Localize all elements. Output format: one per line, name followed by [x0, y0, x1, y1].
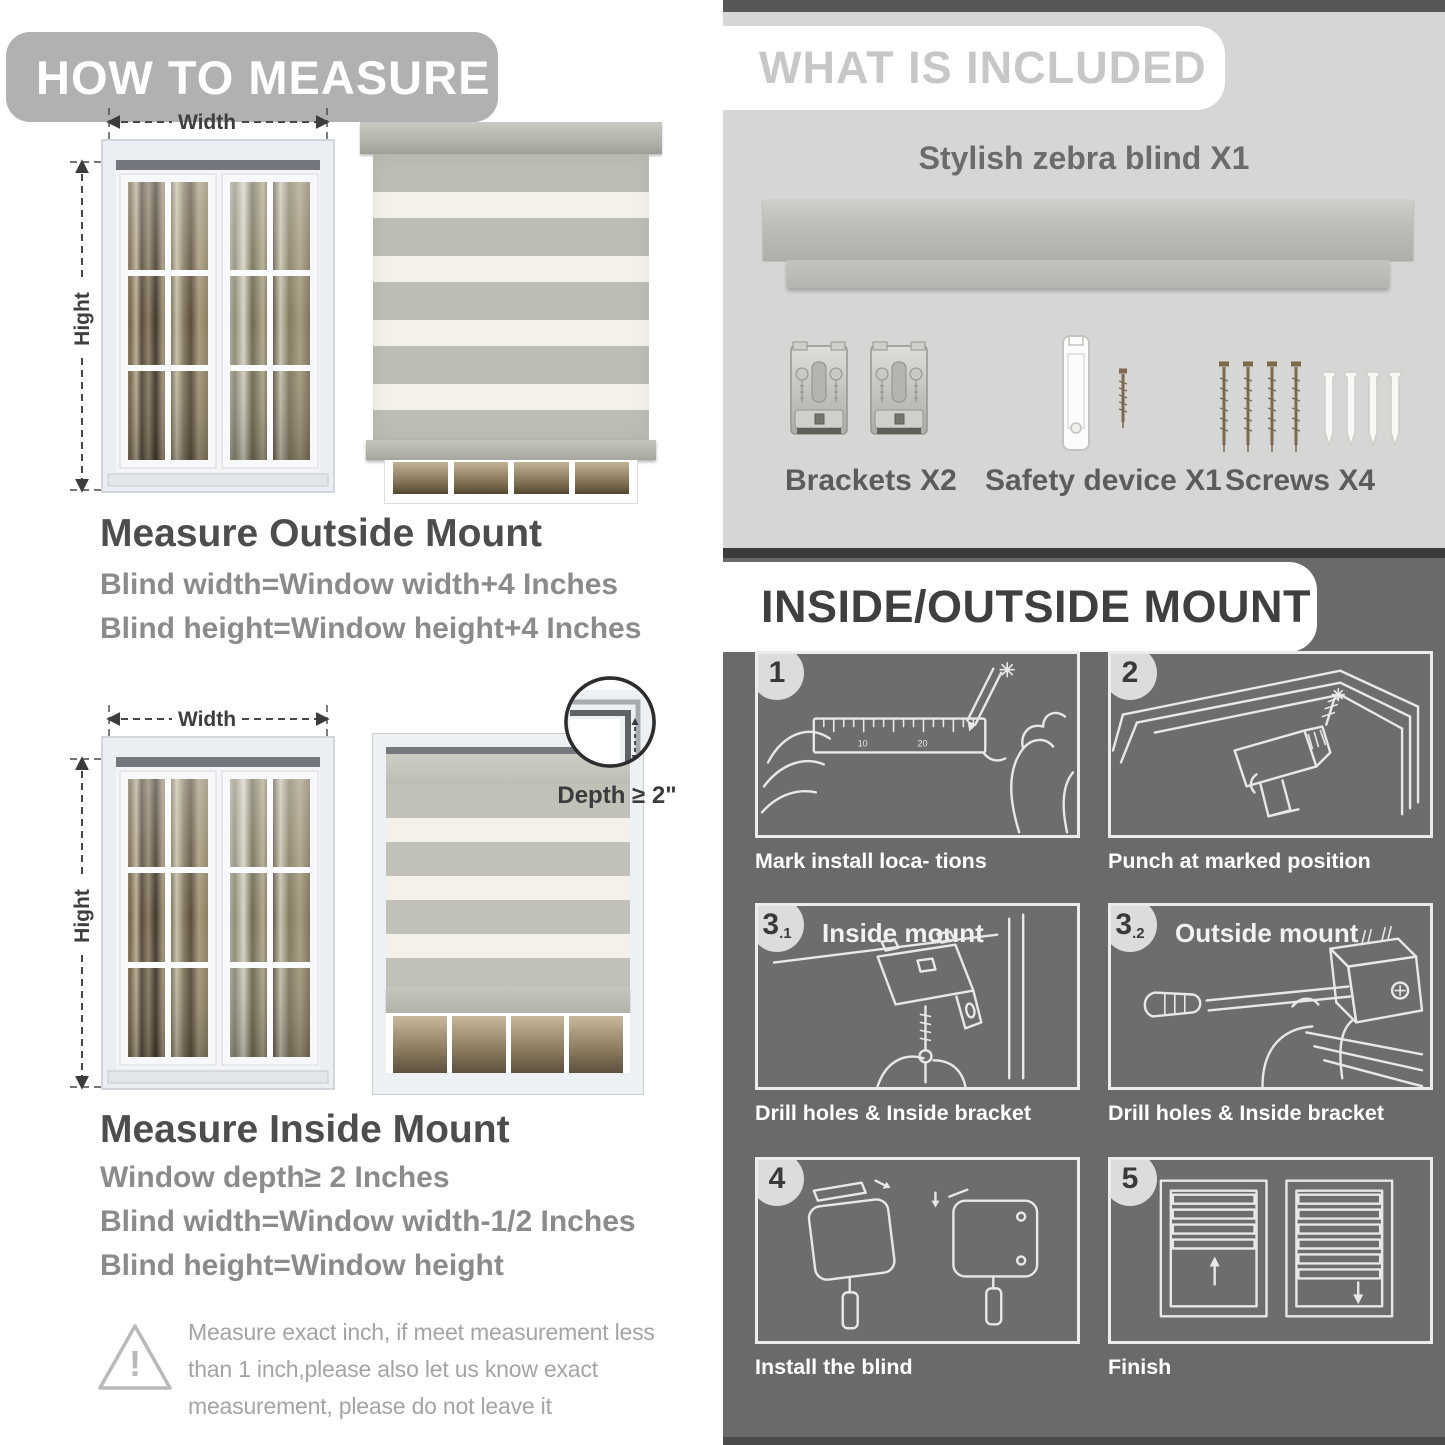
- step-1-caption: Mark install loca- tions: [755, 849, 987, 873]
- product-title: Stylish zebra blind X1: [918, 140, 1250, 176]
- window-under-blind: [384, 460, 638, 504]
- measurement-warning-text: Measure exact inch, if meet measurement less than 1 inch,please also let us know exact measurement, please do not leave it: [188, 1319, 655, 1419]
- finish-illustration: [1111, 1160, 1430, 1341]
- step-3-1-badge: 3 .1: [755, 903, 804, 952]
- outside-formula-height: Blind height=Window height+4 Inches: [100, 612, 642, 645]
- outside-formula-width: Blind width=Window width+4 Inches: [100, 568, 619, 601]
- step-5-badge: 5: [1108, 1157, 1157, 1206]
- step-5-panel: [1108, 1157, 1433, 1344]
- step-3-2-badge: 3 .2: [1108, 903, 1157, 952]
- screw-icon: [1115, 368, 1131, 430]
- what-is-included-banner: [723, 26, 1225, 110]
- step-4-caption: Install the blind: [755, 1355, 913, 1379]
- bottom-divider-bar: [723, 1437, 1445, 1445]
- safety-device-icon: [1059, 332, 1093, 454]
- height-label: Hight: [71, 292, 94, 346]
- width-label: Width: [177, 708, 237, 731]
- how-to-measure-title: HOW TO MEASURE: [36, 50, 491, 104]
- window-diagram-inside: [62, 697, 352, 1102]
- step-5: [1108, 1157, 1433, 1380]
- step-2-badge: 2: [1108, 651, 1157, 700]
- step-3-1-caption: Drill holes & Inside bracket: [755, 1101, 1032, 1125]
- warning-glyph: !: [129, 1343, 141, 1384]
- screws-label: Screws X4: [1225, 464, 1376, 497]
- svg-text:10: 10: [857, 738, 868, 749]
- right-panel: [723, 0, 1445, 1445]
- mark-locations-illustration: [758, 654, 1077, 835]
- install-blind-illustration: [758, 1160, 1077, 1341]
- blind-fabric-stripes: [386, 784, 630, 987]
- step-3-2-panel: [1108, 903, 1433, 1090]
- step-1: [755, 651, 1080, 874]
- drill-illustration: [1111, 654, 1430, 835]
- zebra-blind-outside-mount: [360, 122, 662, 504]
- section-divider-bar: [723, 548, 1445, 558]
- step-5-caption: Finish: [1108, 1355, 1172, 1379]
- step-2: [1108, 651, 1433, 874]
- blind-product-headrail: [763, 200, 1413, 260]
- step-1-panel: [755, 651, 1080, 838]
- outside-bracket-illustration: [1111, 906, 1430, 1087]
- inside-mount-heading: Measure Inside Mount: [100, 1108, 510, 1151]
- blind-headrail: [360, 122, 662, 154]
- inside-formula-width: Blind width=Window width-1/2 Inches: [100, 1205, 636, 1238]
- step-3-1-title: Inside mount: [822, 918, 984, 948]
- window-under-blind: [386, 1013, 630, 1073]
- width-label: Width: [177, 111, 237, 134]
- top-divider-bar: [723, 0, 1445, 12]
- inside-outside-mount-section: [723, 548, 1445, 1445]
- blind-fabric-stripes: [373, 154, 649, 440]
- step-4-panel: [755, 1157, 1080, 1344]
- step-3-2-title: Outside mount: [1175, 918, 1359, 948]
- step-4-badge: 4: [755, 1157, 804, 1206]
- warning-icon: [95, 1320, 175, 1396]
- step-1-badge: 1: [755, 651, 804, 700]
- step-4: [755, 1157, 1080, 1380]
- step-3-1: [755, 903, 1080, 1126]
- safety-device-label: Safety device X1: [985, 464, 1222, 497]
- step-3-2: [1108, 903, 1433, 1126]
- step-2-panel: [1108, 651, 1433, 838]
- inside-formula-height: Blind height=Window height: [100, 1249, 504, 1282]
- depth-magnifier-icon: [560, 672, 660, 772]
- bracket-icon: [865, 340, 933, 448]
- what-is-included-title: WHAT IS INCLUDED: [759, 42, 1207, 93]
- blind-bottom-rail: [386, 987, 630, 1013]
- inside-bracket-illustration: [758, 906, 1077, 1087]
- step-3-2-caption: Drill holes & Inside bracket: [1108, 1101, 1385, 1125]
- wall-anchors-icon: [1319, 368, 1403, 450]
- what-is-included-section: [723, 12, 1445, 548]
- blind-bottom-rail: [366, 440, 656, 460]
- window-diagram-outside: [62, 100, 352, 505]
- bracket-icon: [785, 340, 853, 448]
- step-2-caption: Punch at marked position: [1108, 849, 1371, 873]
- height-label: Hight: [71, 889, 94, 943]
- screws-icon: [1213, 360, 1309, 456]
- inside-depth-rule: Window depth≥ 2 Inches: [100, 1161, 450, 1194]
- blind-product-roll: [787, 260, 1389, 288]
- brackets-label: Brackets X2: [785, 464, 957, 497]
- outside-mount-heading: Measure Outside Mount: [100, 512, 543, 555]
- depth-label: Depth ≥ 2": [557, 782, 677, 809]
- mount-title: INSIDE/OUTSIDE MOUNT: [761, 581, 1312, 632]
- svg-text:20: 20: [917, 738, 928, 749]
- step-3-1-panel: [755, 903, 1080, 1090]
- mount-banner: [723, 562, 1317, 652]
